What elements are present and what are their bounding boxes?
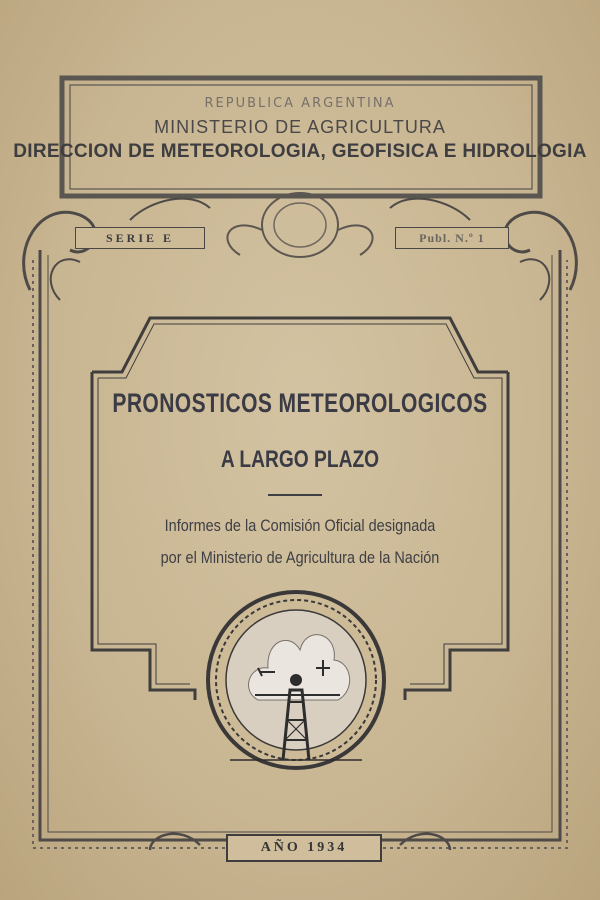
main-title: PRONOSTICOS METEOROLOGICOS — [112, 388, 488, 418]
ministry-heading: MINISTERIO DE AGRICULTURA — [154, 117, 446, 137]
main-title-line2: A LARGO PLAZO — [220, 446, 380, 473]
subtitle-line2: por el Ministerio de Agricultura de la Nación — [160, 548, 440, 567]
year-label: AÑO 1934 — [226, 834, 382, 862]
weather-station-emblem-icon — [208, 592, 384, 768]
country-heading: REPUBLICA ARGENTINA — [204, 96, 396, 111]
subtitle-line1: Informes de la Comisión Oficial designada — [164, 516, 436, 535]
publication-label: Publ. N.º 1 — [395, 227, 509, 249]
direction-heading: DIRECCION DE METEOROLOGIA, GEOFISICA E HIDROLOGIA — [13, 141, 587, 162]
title-divider — [268, 494, 322, 496]
series-label: SERIE E — [75, 227, 205, 249]
